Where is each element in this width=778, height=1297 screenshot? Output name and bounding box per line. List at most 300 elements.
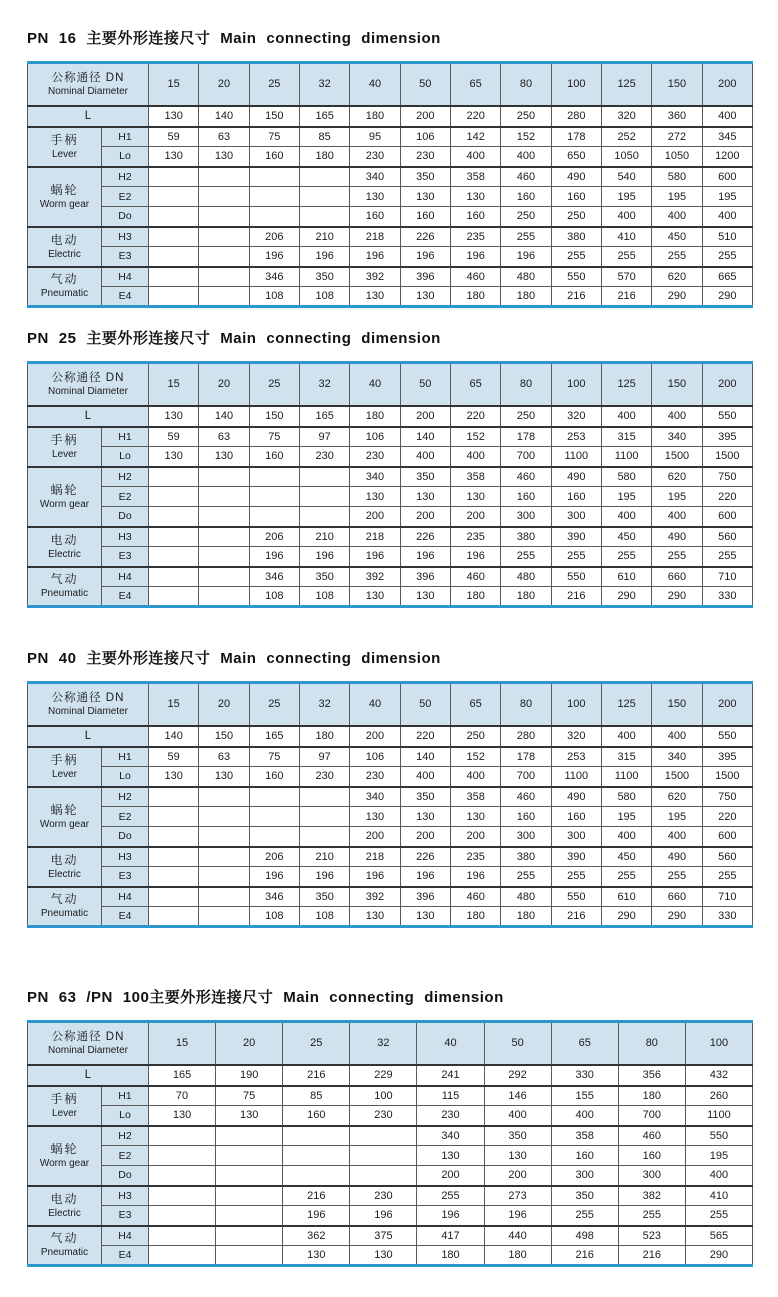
data-cell: 610 xyxy=(601,567,651,587)
data-cell: 550 xyxy=(702,726,752,747)
data-cell: 252 xyxy=(601,127,651,147)
group-label xyxy=(28,527,102,567)
data-cell: 345 xyxy=(702,127,752,147)
group-label xyxy=(28,1186,102,1226)
tables-container xyxy=(27,30,753,1267)
data-cell xyxy=(149,187,199,207)
data-cell: 195 xyxy=(652,807,702,827)
data-cell: 130 xyxy=(149,406,199,427)
data-cell: 160 xyxy=(249,767,299,787)
dn-column-header: 40 xyxy=(350,63,400,106)
data-cell: 340 xyxy=(350,167,400,187)
data-cell xyxy=(199,227,249,247)
data-cell: 160 xyxy=(249,447,299,467)
data-cell: 142 xyxy=(450,127,500,147)
param-label: Do xyxy=(102,207,149,227)
data-cell xyxy=(283,1166,350,1186)
data-cell: 440 xyxy=(484,1226,551,1246)
data-cell: 290 xyxy=(652,287,702,307)
dn-column-header: 20 xyxy=(199,63,249,106)
data-cell: 280 xyxy=(501,726,551,747)
data-cell: 290 xyxy=(702,287,752,307)
data-cell: 410 xyxy=(601,227,651,247)
param-label: E3 xyxy=(102,247,149,267)
data-cell xyxy=(199,567,249,587)
dn-column-header: 125 xyxy=(601,63,651,106)
corner-label-en: Nominal Diameter xyxy=(47,385,129,397)
data-cell: 550 xyxy=(551,887,601,907)
data-cell: 130 xyxy=(450,807,500,827)
dn-column-header: 80 xyxy=(618,1022,685,1065)
data-cell: 560 xyxy=(702,847,752,867)
data-cell: 620 xyxy=(652,267,702,287)
table-row xyxy=(28,867,753,887)
data-cell: 610 xyxy=(601,887,651,907)
l-row-label: L xyxy=(28,106,149,127)
data-cell: 130 xyxy=(450,487,500,507)
data-cell xyxy=(199,547,249,567)
table-row xyxy=(28,1166,753,1186)
data-cell xyxy=(149,887,199,907)
data-cell: 150 xyxy=(249,406,299,427)
data-cell: 382 xyxy=(618,1186,685,1206)
data-cell xyxy=(216,1126,283,1146)
dn-column-header: 100 xyxy=(551,63,601,106)
data-cell: 400 xyxy=(601,406,651,427)
table-row xyxy=(28,907,753,927)
data-cell: 230 xyxy=(350,767,400,787)
data-cell: 396 xyxy=(400,267,450,287)
corner-cell xyxy=(28,683,149,726)
param-label: Do xyxy=(102,507,149,527)
data-cell: 523 xyxy=(618,1226,685,1246)
data-cell xyxy=(149,287,199,307)
data-cell: 460 xyxy=(501,787,551,807)
data-cell: 400 xyxy=(450,767,500,787)
l-row-label: L xyxy=(28,406,149,427)
corner-label-en: Nominal Diameter xyxy=(47,1044,129,1056)
dn-column-header: 125 xyxy=(601,683,651,726)
data-cell: 390 xyxy=(551,527,601,547)
table-row xyxy=(28,227,753,247)
data-cell: 146 xyxy=(484,1086,551,1106)
data-cell: 550 xyxy=(551,567,601,587)
data-cell: 650 xyxy=(551,147,601,167)
data-cell: 362 xyxy=(283,1226,350,1246)
data-cell: 255 xyxy=(501,227,551,247)
data-cell: 180 xyxy=(618,1086,685,1106)
data-cell: 253 xyxy=(551,427,601,447)
data-cell: 390 xyxy=(551,847,601,867)
data-cell: 380 xyxy=(501,847,551,867)
data-cell: 130 xyxy=(350,587,400,607)
data-cell: 210 xyxy=(299,527,349,547)
dn-column-header: 25 xyxy=(249,683,299,726)
data-cell: 130 xyxy=(350,187,400,207)
param-label: H1 xyxy=(102,1086,149,1106)
dn-column-header: 200 xyxy=(702,63,752,106)
data-cell: 510 xyxy=(702,227,752,247)
group-label-cn: 蜗轮 xyxy=(50,182,79,197)
group-label-cn: 气动 xyxy=(50,572,79,587)
data-cell: 400 xyxy=(450,147,500,167)
group-label-en: Worm gear xyxy=(39,1157,90,1169)
data-cell: 196 xyxy=(400,867,450,887)
data-cell: 565 xyxy=(685,1226,752,1246)
data-cell: 460 xyxy=(450,267,500,287)
data-cell: 106 xyxy=(400,127,450,147)
data-cell: 1500 xyxy=(652,447,702,467)
dn-column-header: 32 xyxy=(299,63,349,106)
data-cell xyxy=(199,167,249,187)
data-cell: 260 xyxy=(685,1086,752,1106)
dn-column-header: 80 xyxy=(501,363,551,406)
data-cell: 230 xyxy=(299,767,349,787)
data-cell: 392 xyxy=(350,567,400,587)
param-label: H3 xyxy=(102,1186,149,1206)
param-label: H2 xyxy=(102,1126,149,1146)
data-cell xyxy=(216,1246,283,1266)
l-row xyxy=(28,726,753,747)
data-cell: 320 xyxy=(601,106,651,127)
data-cell: 130 xyxy=(400,487,450,507)
data-cell: 196 xyxy=(249,867,299,887)
data-cell: 200 xyxy=(400,827,450,847)
group-label xyxy=(28,847,102,887)
data-cell: 130 xyxy=(484,1146,551,1166)
data-cell: 180 xyxy=(417,1246,484,1266)
data-cell: 200 xyxy=(400,406,450,427)
table-row xyxy=(28,747,753,767)
param-label: E2 xyxy=(102,187,149,207)
data-cell: 160 xyxy=(501,807,551,827)
data-cell: 140 xyxy=(400,427,450,447)
data-cell xyxy=(249,827,299,847)
data-cell: 540 xyxy=(601,167,651,187)
data-cell: 450 xyxy=(652,227,702,247)
dn-column-header: 65 xyxy=(450,363,500,406)
data-cell: 196 xyxy=(450,867,500,887)
dn-column-header: 15 xyxy=(149,363,199,406)
group-label xyxy=(28,887,102,927)
data-cell: 255 xyxy=(702,867,752,887)
param-label: Lo xyxy=(102,447,149,467)
data-cell: 195 xyxy=(652,487,702,507)
dn-column-header: 15 xyxy=(149,63,199,106)
data-cell: 400 xyxy=(652,406,702,427)
data-cell: 315 xyxy=(601,427,651,447)
data-cell: 490 xyxy=(551,787,601,807)
table-row xyxy=(28,767,753,787)
data-cell xyxy=(299,167,349,187)
data-cell: 216 xyxy=(551,287,601,307)
data-cell: 130 xyxy=(199,767,249,787)
data-cell: 400 xyxy=(400,447,450,467)
table-row xyxy=(28,787,753,807)
data-cell: 130 xyxy=(350,907,400,927)
group-label xyxy=(28,567,102,607)
corner-label-cn: 公称通径 DN xyxy=(51,71,125,84)
param-label: E2 xyxy=(102,807,149,827)
data-cell xyxy=(350,1126,417,1146)
data-cell xyxy=(199,267,249,287)
data-cell: 196 xyxy=(299,247,349,267)
dn-column-header: 25 xyxy=(249,363,299,406)
data-cell xyxy=(299,507,349,527)
data-cell: 1100 xyxy=(601,767,651,787)
data-cell xyxy=(249,167,299,187)
data-cell: 130 xyxy=(199,447,249,467)
data-cell: 1100 xyxy=(685,1106,752,1126)
data-cell: 300 xyxy=(501,827,551,847)
data-cell xyxy=(149,267,199,287)
data-cell xyxy=(149,787,199,807)
table-section-2 xyxy=(27,330,753,608)
dn-column-header: 150 xyxy=(652,363,702,406)
data-cell: 460 xyxy=(618,1126,685,1146)
data-cell: 346 xyxy=(249,567,299,587)
group-label-cn: 电动 xyxy=(50,232,79,247)
data-cell: 130 xyxy=(350,807,400,827)
header-row xyxy=(28,63,753,106)
data-cell xyxy=(216,1186,283,1206)
dn-column-header: 32 xyxy=(299,683,349,726)
data-cell: 235 xyxy=(450,227,500,247)
dn-column-header: 40 xyxy=(350,363,400,406)
data-cell xyxy=(149,587,199,607)
dn-column-header: 15 xyxy=(149,683,199,726)
data-cell: 350 xyxy=(299,567,349,587)
data-cell: 180 xyxy=(501,287,551,307)
data-cell: 196 xyxy=(450,547,500,567)
group-label-en: Electric xyxy=(48,1207,81,1219)
data-cell: 340 xyxy=(652,747,702,767)
dimension-table xyxy=(27,681,753,928)
data-cell: 255 xyxy=(417,1186,484,1206)
group-label-cn: 电动 xyxy=(50,532,79,547)
data-cell: 196 xyxy=(283,1206,350,1226)
data-cell: 255 xyxy=(685,1206,752,1226)
data-cell: 255 xyxy=(652,547,702,567)
data-cell: 196 xyxy=(299,867,349,887)
data-cell: 130 xyxy=(350,287,400,307)
dn-column-header: 32 xyxy=(350,1022,417,1065)
data-cell: 620 xyxy=(652,787,702,807)
data-cell: 255 xyxy=(652,867,702,887)
group-label-cn: 手柄 xyxy=(50,432,79,447)
data-cell: 330 xyxy=(702,907,752,927)
data-cell xyxy=(283,1126,350,1146)
data-cell xyxy=(249,807,299,827)
table-row xyxy=(28,487,753,507)
group-label-en: Worm gear xyxy=(39,498,90,510)
data-cell: 180 xyxy=(350,106,400,127)
dn-column-header: 200 xyxy=(702,683,752,726)
data-cell: 550 xyxy=(702,406,752,427)
data-cell xyxy=(149,467,199,487)
group-label-en: Lever xyxy=(51,448,77,460)
data-cell: 152 xyxy=(450,747,500,767)
param-label: Lo xyxy=(102,1106,149,1126)
data-cell xyxy=(249,507,299,527)
data-cell: 59 xyxy=(149,127,199,147)
corner-label-cn: 公称通径 DN xyxy=(51,691,125,704)
dn-column-header: 200 xyxy=(702,363,752,406)
data-cell: 196 xyxy=(484,1206,551,1226)
data-cell: 253 xyxy=(551,747,601,767)
group-label-cn: 手柄 xyxy=(50,132,79,147)
data-cell xyxy=(199,867,249,887)
data-cell: 255 xyxy=(618,1206,685,1226)
data-cell: 300 xyxy=(551,1166,618,1186)
data-cell: 380 xyxy=(501,527,551,547)
data-cell: 395 xyxy=(702,427,752,447)
data-cell: 1500 xyxy=(702,767,752,787)
data-cell xyxy=(149,507,199,527)
data-cell: 160 xyxy=(551,1146,618,1166)
data-cell: 235 xyxy=(450,527,500,547)
table-row xyxy=(28,547,753,567)
data-cell: 255 xyxy=(601,867,651,887)
group-label-cn: 手柄 xyxy=(50,1091,79,1106)
data-cell: 710 xyxy=(702,887,752,907)
data-cell: 180 xyxy=(350,406,400,427)
data-cell: 230 xyxy=(299,447,349,467)
table-row xyxy=(28,1126,753,1146)
data-cell: 85 xyxy=(283,1086,350,1106)
data-cell: 160 xyxy=(618,1146,685,1166)
data-cell: 150 xyxy=(249,106,299,127)
data-cell: 196 xyxy=(400,547,450,567)
data-cell xyxy=(149,1186,216,1206)
data-cell xyxy=(216,1146,283,1166)
table-row xyxy=(28,447,753,467)
table-row xyxy=(28,247,753,267)
data-cell: 417 xyxy=(417,1226,484,1246)
data-cell: 220 xyxy=(702,487,752,507)
data-cell: 700 xyxy=(618,1106,685,1126)
data-cell: 255 xyxy=(501,547,551,567)
data-cell: 160 xyxy=(283,1106,350,1126)
data-cell: 130 xyxy=(400,807,450,827)
group-label xyxy=(28,127,102,167)
data-cell: 432 xyxy=(685,1065,752,1086)
table-row xyxy=(28,1106,753,1126)
data-cell: 178 xyxy=(501,747,551,767)
data-cell: 160 xyxy=(400,207,450,227)
param-label: E4 xyxy=(102,1246,149,1266)
table-title: PN 16 主要外形连接尺寸 Main connecting dimension xyxy=(27,30,441,47)
data-cell xyxy=(149,907,199,927)
param-label: H4 xyxy=(102,1226,149,1246)
table-row xyxy=(28,207,753,227)
data-cell xyxy=(199,807,249,827)
dn-column-header: 100 xyxy=(685,1022,752,1065)
data-cell: 460 xyxy=(501,467,551,487)
data-cell xyxy=(149,1206,216,1226)
group-label-en: Electric xyxy=(48,868,81,880)
data-cell: 216 xyxy=(551,1246,618,1266)
data-cell: 108 xyxy=(249,587,299,607)
data-cell: 250 xyxy=(551,207,601,227)
data-cell: 63 xyxy=(199,127,249,147)
data-cell xyxy=(149,1246,216,1266)
param-label: Do xyxy=(102,1166,149,1186)
data-cell xyxy=(249,187,299,207)
dn-column-header: 125 xyxy=(601,363,651,406)
data-cell: 396 xyxy=(400,887,450,907)
group-label xyxy=(28,167,102,227)
data-cell: 200 xyxy=(417,1166,484,1186)
data-cell: 490 xyxy=(652,847,702,867)
l-row-label: L xyxy=(28,1065,149,1086)
data-cell: 255 xyxy=(702,547,752,567)
data-cell: 229 xyxy=(350,1065,417,1086)
data-cell: 400 xyxy=(601,827,651,847)
table-row xyxy=(28,467,753,487)
data-cell: 152 xyxy=(501,127,551,147)
data-cell: 315 xyxy=(601,747,651,767)
data-cell: 255 xyxy=(601,247,651,267)
data-cell xyxy=(149,567,199,587)
data-cell xyxy=(199,827,249,847)
group-label-en: Lever xyxy=(51,768,77,780)
param-label: H3 xyxy=(102,847,149,867)
data-cell: 250 xyxy=(501,406,551,427)
l-row-label: L xyxy=(28,726,149,747)
data-cell: 350 xyxy=(299,267,349,287)
data-cell: 580 xyxy=(601,467,651,487)
data-cell: 196 xyxy=(417,1206,484,1226)
data-cell: 340 xyxy=(350,787,400,807)
data-cell: 100 xyxy=(350,1086,417,1106)
dn-column-header: 50 xyxy=(400,363,450,406)
table-row xyxy=(28,1086,753,1106)
data-cell: 200 xyxy=(400,106,450,127)
data-cell: 200 xyxy=(400,507,450,527)
dn-column-header: 40 xyxy=(417,1022,484,1065)
data-cell: 400 xyxy=(551,1106,618,1126)
table-section-4 xyxy=(27,989,753,1267)
data-cell: 1100 xyxy=(601,447,651,467)
data-cell xyxy=(299,787,349,807)
data-cell: 216 xyxy=(283,1186,350,1206)
data-cell: 375 xyxy=(350,1226,417,1246)
data-cell xyxy=(199,587,249,607)
data-cell: 140 xyxy=(149,726,199,747)
table-row xyxy=(28,287,753,307)
data-cell: 255 xyxy=(501,867,551,887)
data-cell: 400 xyxy=(652,207,702,227)
table-row xyxy=(28,167,753,187)
corner-cell xyxy=(28,1022,149,1065)
param-label: Do xyxy=(102,827,149,847)
data-cell: 350 xyxy=(484,1126,551,1146)
table-row xyxy=(28,1146,753,1166)
data-cell: 400 xyxy=(601,726,651,747)
group-label-en: Pneumatic xyxy=(40,1247,89,1259)
data-cell xyxy=(299,467,349,487)
corner-label-cn: 公称通径 DN xyxy=(51,1030,125,1043)
data-cell: 1500 xyxy=(702,447,752,467)
data-cell xyxy=(249,467,299,487)
data-cell: 220 xyxy=(450,106,500,127)
group-label-en: Worm gear xyxy=(39,818,90,830)
data-cell: 255 xyxy=(702,247,752,267)
data-cell: 130 xyxy=(400,907,450,927)
group-label-en: Pneumatic xyxy=(40,288,89,300)
dn-column-header: 40 xyxy=(350,683,400,726)
